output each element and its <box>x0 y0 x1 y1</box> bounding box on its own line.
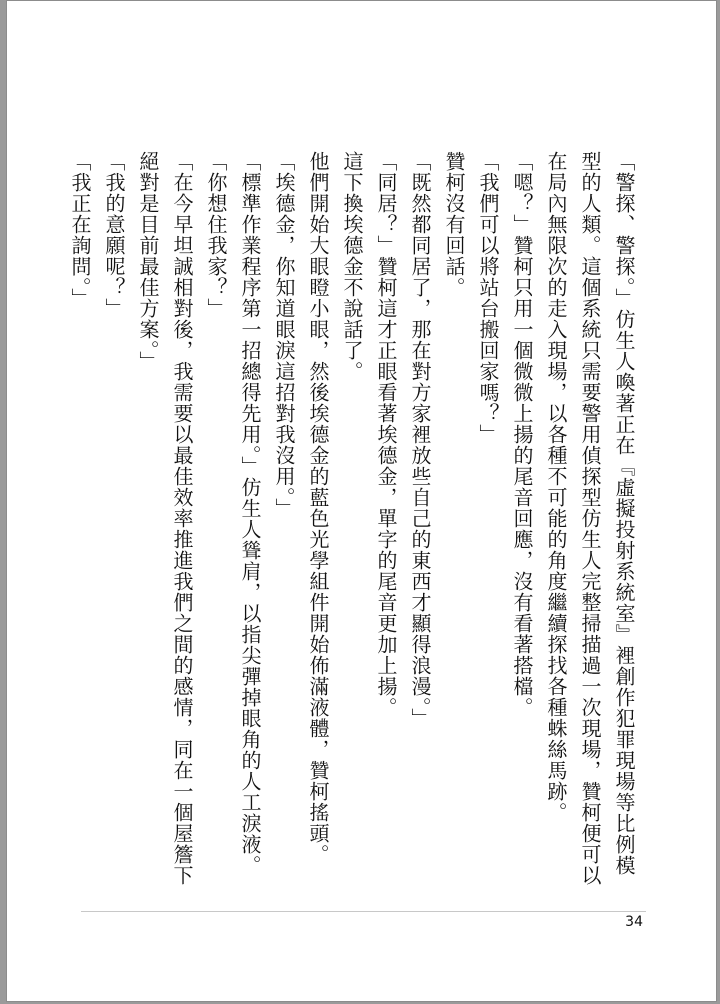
paragraph-8: 他們開始大眼瞪小眼，然後埃德金的藍色光學組件開始佈滿液體，贊柯搖頭。 <box>306 151 330 865</box>
paragraph-11: 「你想住我家？」 <box>204 151 228 319</box>
paragraph-2: 「嗯？」贊柯只用一個微微上揚的尾音回應，沒有看著搭檔。 <box>510 151 534 718</box>
footer-divider <box>81 911 646 912</box>
vertical-text-body <box>51 151 641 891</box>
paragraph-14: 「我正在詢問。」 <box>68 151 92 309</box>
paragraph-5: 「既然都同居了，那在對方家裡放些自己的東西才顯得浪漫。」 <box>408 151 432 729</box>
paragraph-1: 「警探、警探。」仿生人喚著正在『虛擬投射系統室』裡創作犯罪現場等比例模型的人類。這個系統只需要警用偵探型仿生人完整掃描過一次現場，贊柯便可以在局內無限次的走入現場，以各種不可能的角度繼續探找各種蛛絲馬跡。 <box>544 151 636 886</box>
book-page <box>6 0 717 1002</box>
paragraph-13: 「我的意願呢？」 <box>102 151 126 319</box>
page-number: 34 <box>625 914 643 930</box>
paragraph-4: 贊柯沒有回話。 <box>442 151 466 298</box>
paragraph-6: 「同居？」贊柯這才正眼看著埃德金，單字的尾音更加上揚。 <box>374 151 398 718</box>
paragraph-10: 「標準作業程序第一招總得先用。」仿生人聳肩，以指尖彈掉眼角的人工淚液。 <box>238 151 262 876</box>
paragraph-12: 「在今早坦誠相對後，我需要以最佳效率推進我們之間的感情，同在一個屋簷下絕對是目前最佳方案。」 <box>136 151 194 886</box>
paragraph-3: 「我們可以將站台搬回家嗎？」 <box>476 151 500 445</box>
paragraph-9: 「埃德金，你知道眼淚這招對我沒用。」 <box>272 151 296 519</box>
paragraph-7: 這下換埃德金不說話了。 <box>340 151 364 382</box>
